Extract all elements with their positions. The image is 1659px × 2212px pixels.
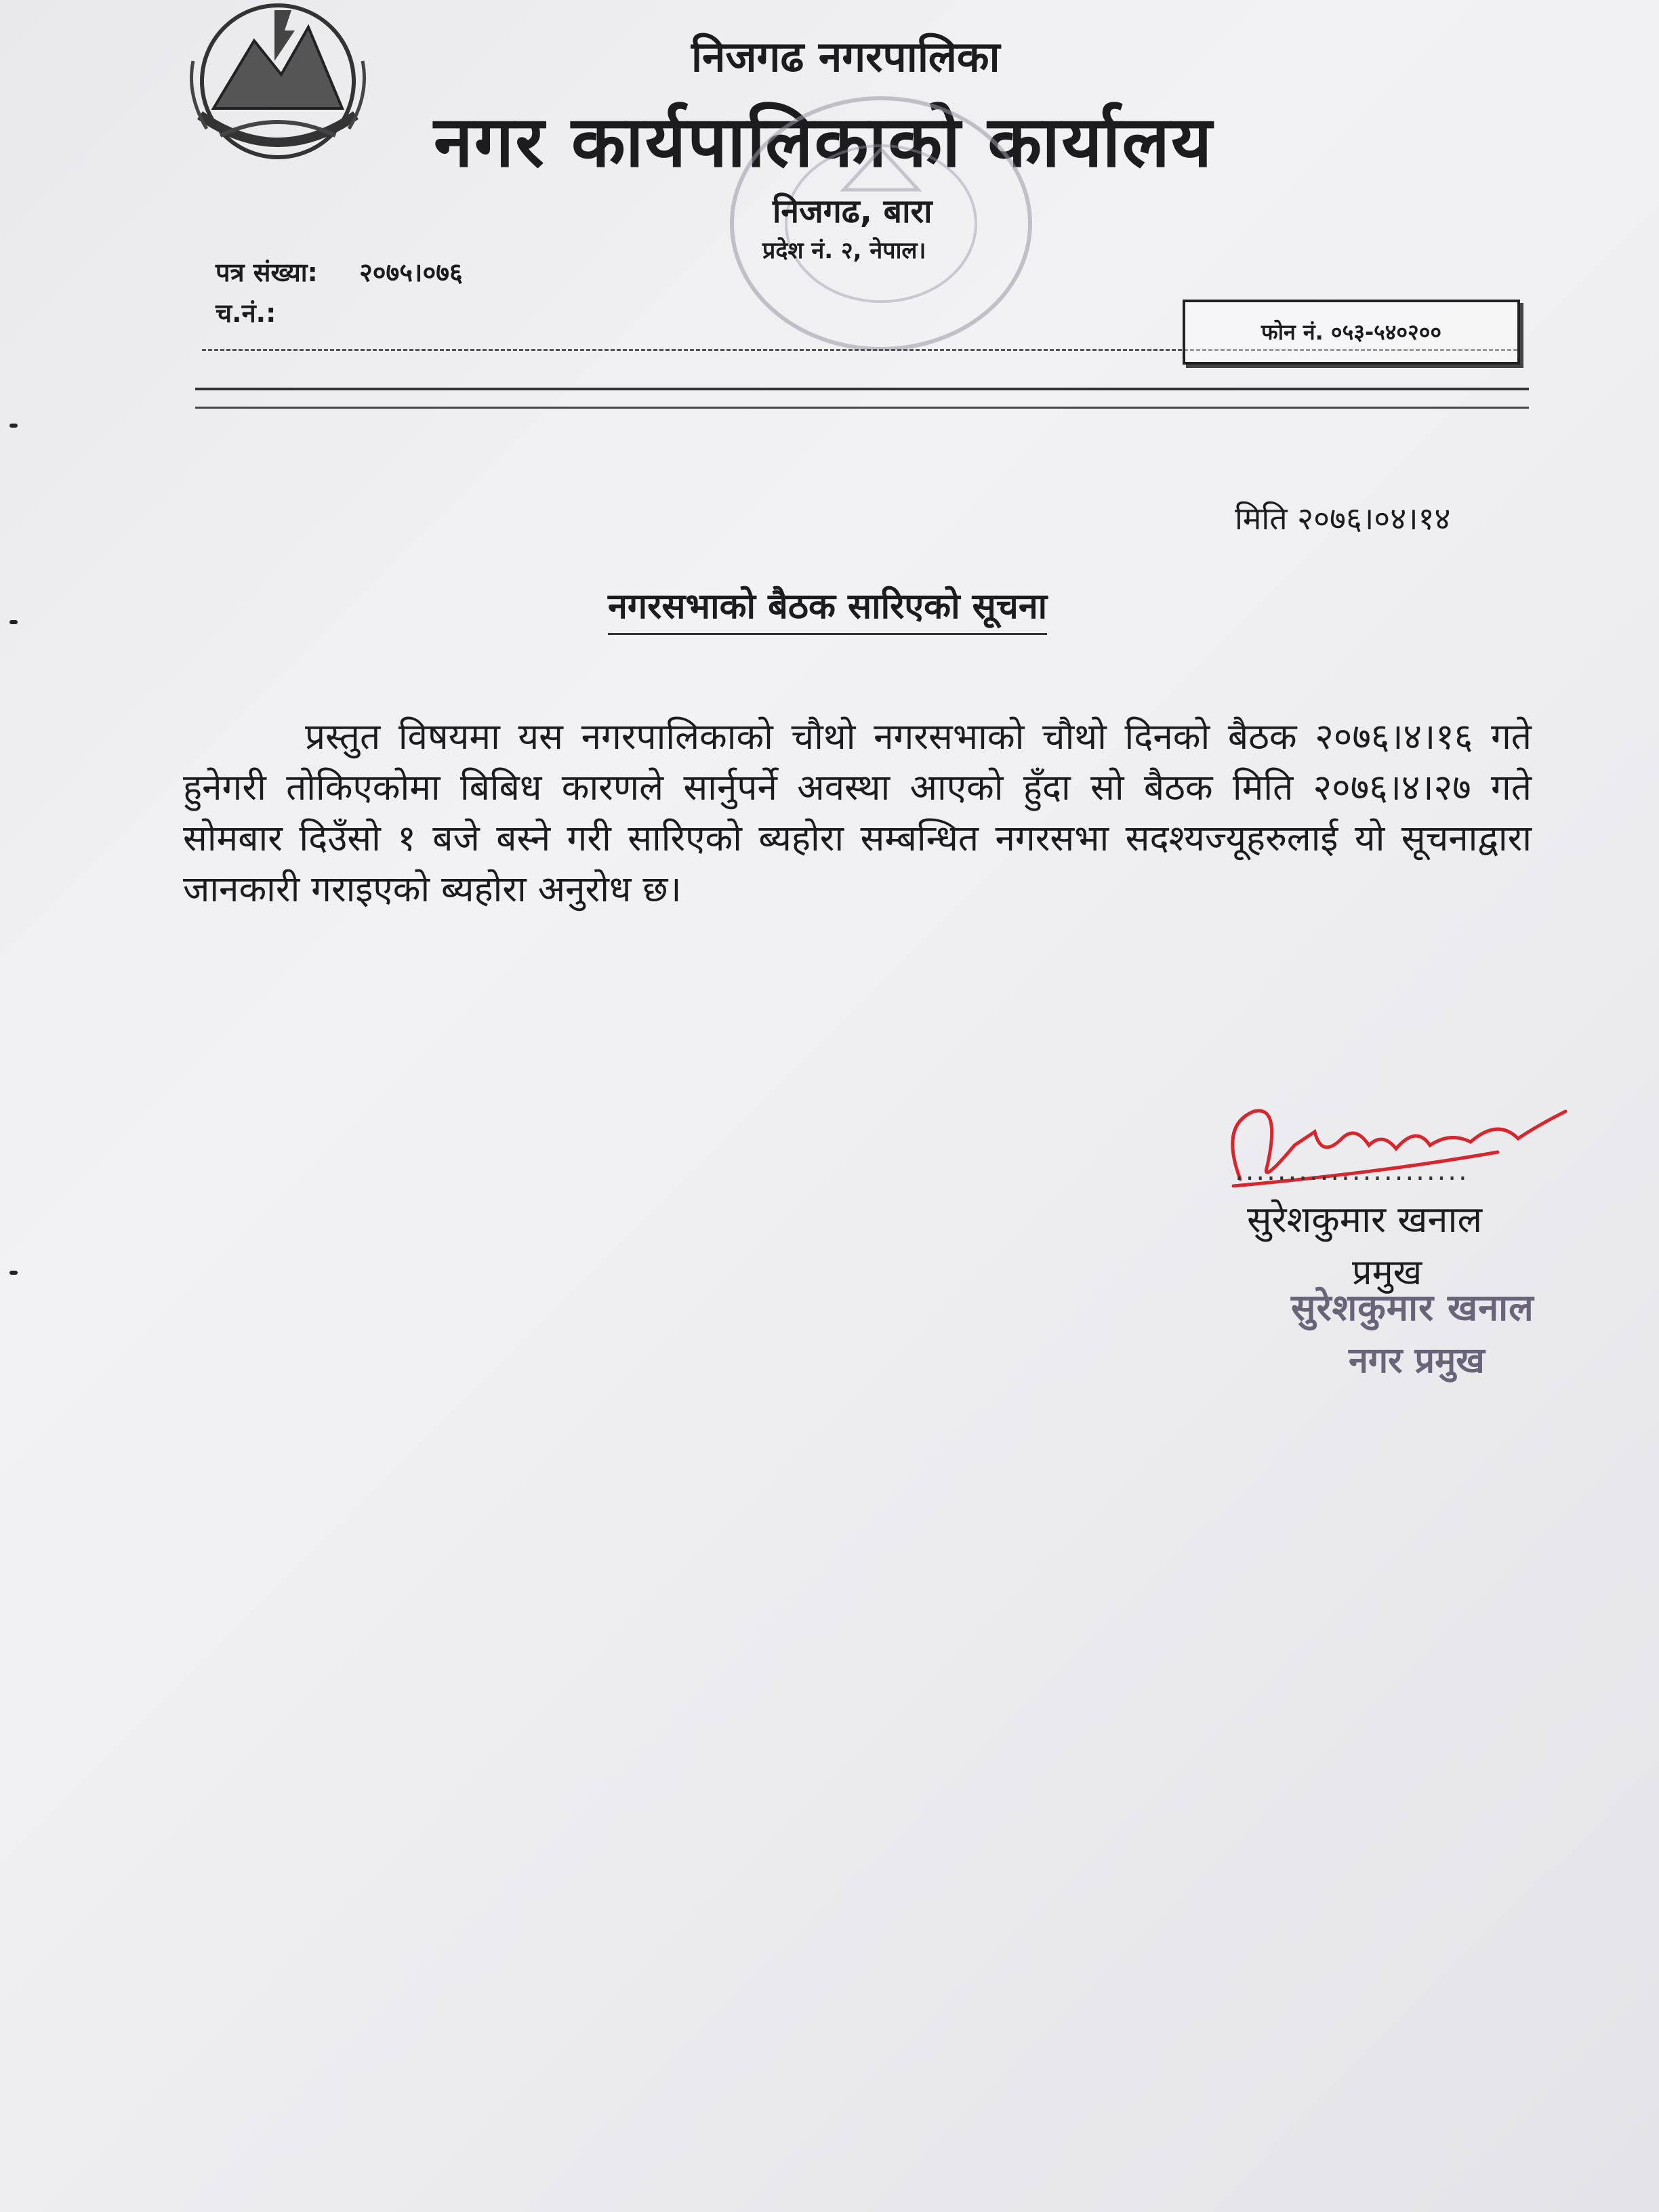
office-location: निजगढ, बारा bbox=[773, 192, 933, 230]
name-stamp-text: सुरेशकुमार खनाल bbox=[1291, 1286, 1534, 1329]
office-title: नगर कार्यपालिकाको कार्यालय bbox=[434, 100, 1214, 183]
nepal-emblem-logo bbox=[173, 0, 383, 176]
signer-name: सुरेशकुमार खनाल bbox=[1247, 1198, 1483, 1241]
margin-mark bbox=[9, 424, 18, 428]
office-province: प्रदेश नं. २, नेपाल। bbox=[762, 237, 926, 264]
phone-box bbox=[1183, 300, 1520, 365]
notice-title: नगरसभाको बैठक सारिएको सूचना bbox=[608, 581, 1047, 635]
header-rule-top bbox=[195, 388, 1529, 390]
phone-number: फोन नं. ०५३-५४०२०० bbox=[1261, 319, 1441, 345]
notice-body: प्रस्तुत विषयमा यस नगरपालिकाको चौथो नगरसभाको चौथो दिनको बैठक २०७६।४।१६ गते हुनेगरी तोकिएकोमा बिबिध कारणले सार्नुपर्ने अवस्था आएको हुँदा सो बैठक मिति २०७६।४।२७ गते सोमबार दिउँसो १ बजे बस्ने गरी सारिएको ब्यहोरा सम्बन्धित नगरसभा सदश्यज्यूहरुलाई यो सूचनाद्वारा जानकारी गराइएको ब्यहोरा अनुरोध छ। bbox=[183, 716, 1532, 910]
signature-line: ...................... bbox=[1235, 1155, 1469, 1187]
header-rule-bottom bbox=[195, 407, 1529, 409]
margin-mark bbox=[9, 1271, 18, 1275]
letter-date: मिति २०७६।०४।१४ bbox=[1235, 500, 1451, 537]
role-stamp-text: नगर प्रमुख bbox=[1349, 1340, 1485, 1381]
margin-mark bbox=[9, 620, 18, 624]
dispatch-number-label: च.नं.: bbox=[216, 298, 276, 328]
ref-number-value: २०७५।०७६ bbox=[359, 258, 463, 287]
ref-number-label: पत्र संख्या: bbox=[216, 258, 318, 287]
signer-role: प्रमुख bbox=[1352, 1252, 1422, 1293]
org-name: निजगढ नगरपालिका bbox=[691, 32, 1000, 81]
